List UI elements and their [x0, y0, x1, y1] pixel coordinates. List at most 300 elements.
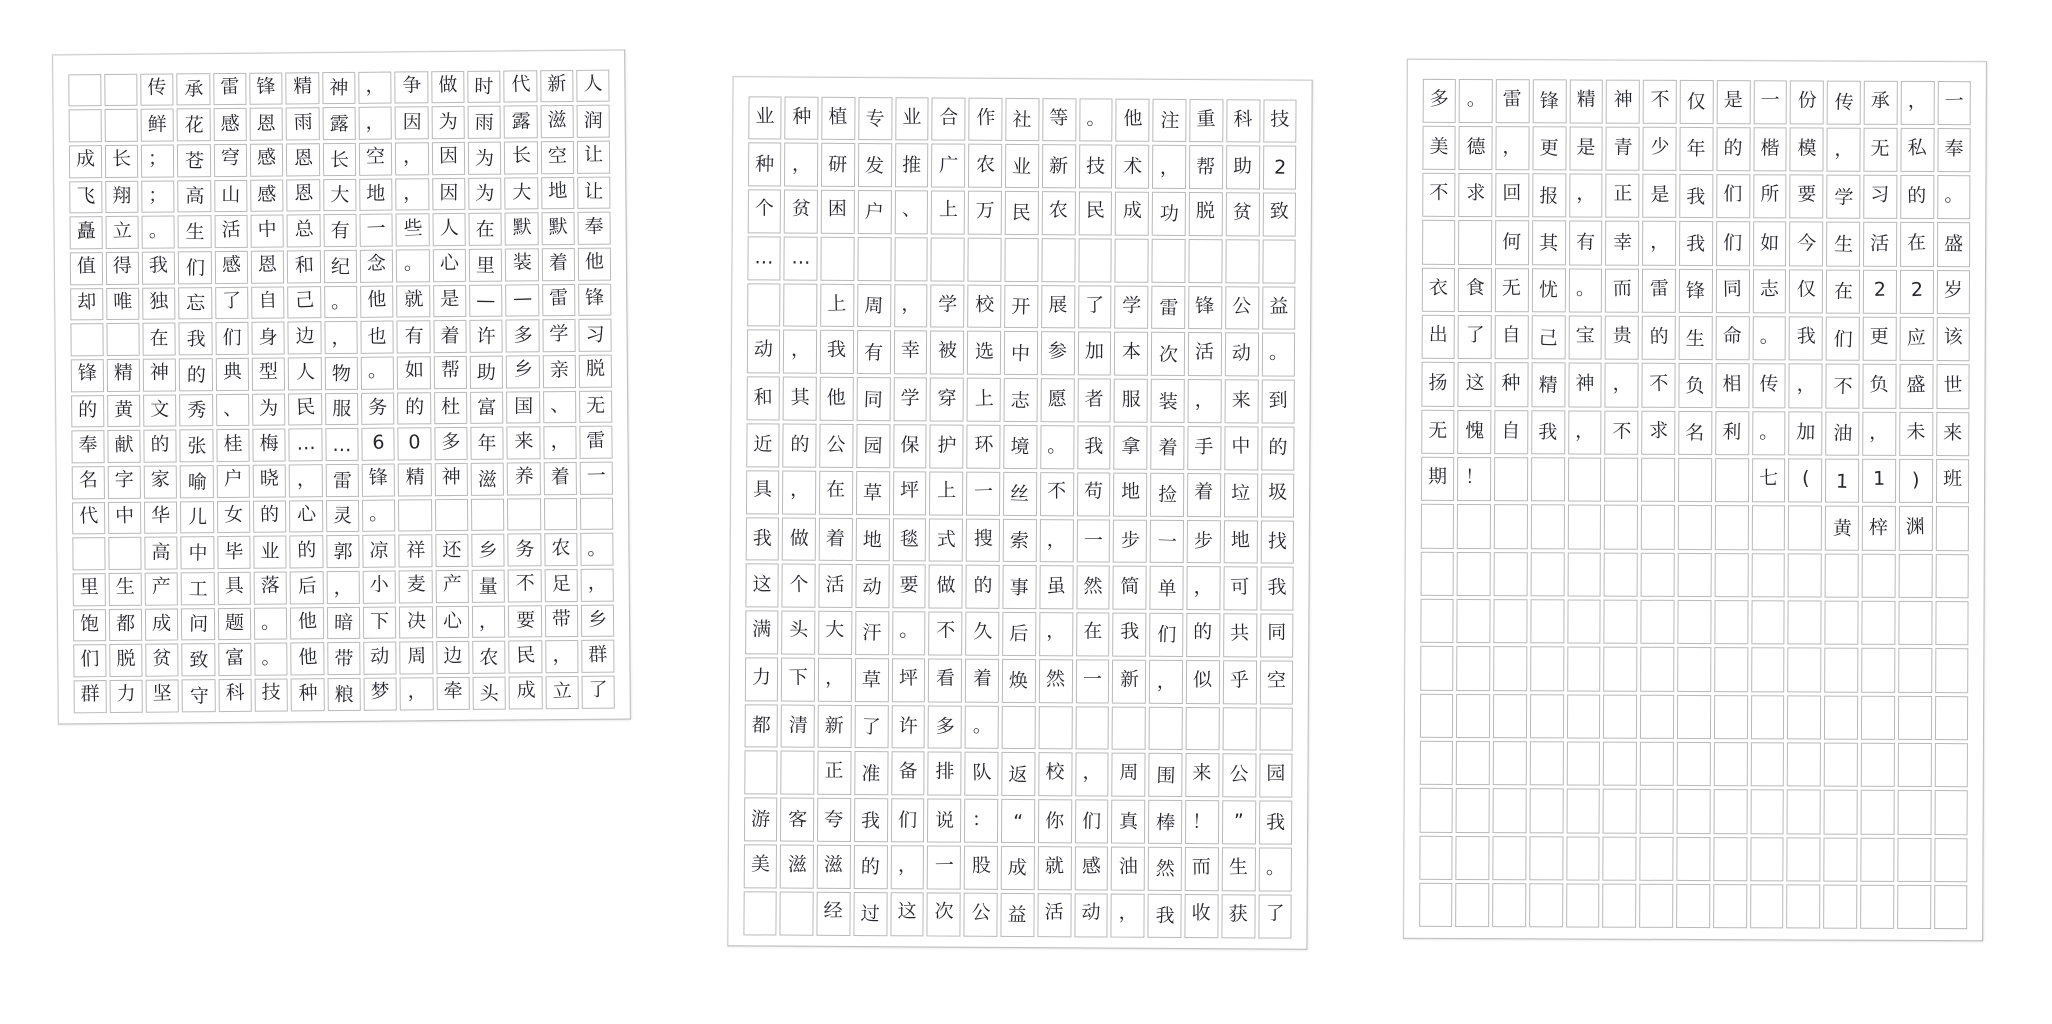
manuscript-cell [1567, 552, 1601, 596]
manuscript-cell: 一 [1150, 519, 1184, 563]
manuscript-cell: 获 [1221, 894, 1255, 938]
manuscript-cell [68, 74, 102, 107]
manuscript-cell: 大 [818, 611, 852, 655]
manuscript-cell: 感 [250, 143, 284, 176]
manuscript-cell: 同 [1716, 269, 1750, 313]
manuscript-cell [1640, 695, 1674, 739]
manuscript-cell [1186, 707, 1220, 751]
manuscript-cell [1935, 507, 1969, 551]
manuscript-cell: 。 [1752, 411, 1786, 455]
manuscript-cell: 他 [360, 285, 394, 318]
manuscript-cell [1493, 599, 1527, 643]
page-2-grid [727, 76, 1312, 950]
manuscript-cell [1149, 706, 1183, 750]
manuscript-cell: 上 [820, 283, 854, 327]
manuscript-cell [1897, 885, 1931, 929]
manuscript-cell: 我 [1113, 613, 1147, 657]
manuscript-cell: 业 [895, 97, 929, 141]
manuscript-row [744, 469, 1296, 519]
manuscript-cell: 助 [470, 355, 504, 388]
manuscript-row [71, 567, 616, 607]
manuscript-cell: 种 [747, 143, 781, 187]
manuscript-cell: 空 [1259, 660, 1293, 704]
manuscript-cell [1604, 647, 1638, 691]
manuscript-cell: ， [543, 426, 577, 459]
manuscript-row [743, 702, 1295, 752]
manuscript-cell: 贫 [784, 190, 818, 234]
manuscript-cell: 2 [1263, 146, 1297, 190]
manuscript-cell: 代 [71, 502, 105, 535]
manuscript-cell: 我 [1259, 801, 1293, 845]
manuscript-cell: 人 [288, 357, 322, 390]
manuscript-cell: 所 [1753, 174, 1787, 218]
manuscript-cell [1787, 884, 1821, 928]
manuscript-cell: 因 [432, 177, 466, 210]
manuscript-cell: 负 [1678, 363, 1712, 407]
manuscript-cell [747, 283, 781, 327]
manuscript-row [68, 246, 613, 286]
manuscript-cell [1075, 706, 1109, 750]
manuscript-cell [1825, 601, 1859, 645]
manuscript-cell: 群 [73, 680, 107, 713]
manuscript-cell: 生 [1826, 222, 1860, 266]
manuscript-cell: 宝 [1568, 316, 1602, 360]
manuscript-cell: 边 [288, 321, 322, 354]
manuscript-cell: 手 [1187, 426, 1221, 470]
manuscript-cell: ， [1789, 364, 1823, 408]
manuscript-cell: 帮 [434, 356, 468, 389]
manuscript-cell: 次 [1151, 332, 1185, 376]
manuscript-cell: 中 [251, 215, 285, 248]
manuscript-cell: 。 [362, 499, 396, 532]
manuscript-cell [781, 751, 815, 795]
manuscript-cell: 圾 [1261, 473, 1295, 517]
manuscript-cell: 长 [105, 145, 139, 178]
manuscript-cell: 幸 [1606, 221, 1640, 265]
manuscript-cell [1715, 506, 1749, 550]
manuscript-cell [108, 537, 142, 570]
manuscript-cell [471, 498, 505, 531]
manuscript-cell: 的 [290, 535, 324, 568]
manuscript-cell: 了 [1458, 315, 1492, 359]
manuscript-cell: 贵 [1605, 316, 1639, 360]
manuscript-cell: 落 [254, 571, 288, 604]
manuscript-cell: 名 [71, 466, 105, 499]
manuscript-row [1418, 645, 1970, 695]
manuscript-cell [1677, 647, 1711, 691]
manuscript-cell: ， [326, 571, 360, 604]
manuscript-row [742, 749, 1294, 799]
manuscript-cell: 护 [930, 424, 964, 468]
manuscript-cell: 捡 [1150, 473, 1184, 517]
manuscript-cell: 立 [105, 216, 139, 249]
manuscript-cell [1677, 600, 1711, 644]
manuscript-cell: 产 [145, 572, 179, 605]
manuscript-cell: 成 [1001, 846, 1035, 890]
manuscript-cell: 和 [287, 250, 321, 283]
manuscript-cell: 民 [1005, 191, 1039, 235]
manuscript-cell: 问 [181, 608, 215, 641]
manuscript-cell: ， [1075, 753, 1109, 797]
manuscript-cell [1898, 554, 1932, 598]
manuscript-row [70, 496, 615, 536]
manuscript-cell [1934, 838, 1968, 882]
manuscript-cell [1115, 238, 1149, 282]
manuscript-cell: 专 [858, 97, 892, 141]
manuscript-cell [1458, 220, 1492, 264]
manuscript-cell: 业 [1005, 144, 1039, 188]
manuscript-cell: 动 [1074, 893, 1108, 937]
manuscript-cell: 加 [1789, 411, 1823, 455]
manuscript-cell: 、 [216, 393, 250, 426]
manuscript-cell: 在 [1076, 612, 1110, 656]
manuscript-cell: 里 [72, 573, 106, 606]
manuscript-cell: 活 [1863, 222, 1897, 266]
manuscript-cell: 要 [892, 565, 926, 609]
manuscript-cell [1604, 600, 1638, 644]
manuscript-cell: 益 [1000, 893, 1034, 937]
manuscript-cell [544, 498, 578, 531]
manuscript-row [72, 674, 617, 714]
manuscript-cell: 0 [398, 427, 432, 460]
page-3-grid [1403, 59, 1987, 942]
manuscript-cell: 杜 [434, 391, 468, 424]
manuscript-cell: 。 [254, 607, 288, 640]
manuscript-cell: 而 [1185, 847, 1219, 891]
manuscript-row [67, 210, 612, 250]
manuscript-cell: 们 [891, 798, 925, 842]
manuscript-cell [1493, 741, 1527, 785]
manuscript-cell [931, 237, 965, 281]
manuscript-cell [1935, 554, 1969, 598]
manuscript-cell: 我 [745, 517, 779, 561]
manuscript-cell: 在 [1900, 222, 1934, 266]
manuscript-cell: 民 [509, 641, 543, 674]
manuscript-cell: 志 [1752, 269, 1786, 313]
manuscript-cell: 字 [108, 466, 142, 499]
manuscript-cell [1457, 504, 1491, 548]
manuscript-row [1417, 834, 1969, 884]
manuscript-cell: 经 [817, 892, 851, 936]
manuscript-cell: 神 [434, 463, 468, 496]
manuscript-cell: 们 [1716, 222, 1750, 266]
manuscript-row [67, 139, 612, 179]
manuscript-cell: 回 [1495, 173, 1529, 217]
manuscript-cell: 梅 [253, 429, 287, 462]
manuscript-cell [1456, 741, 1490, 785]
manuscript-row [1419, 455, 1971, 505]
manuscript-page-3 [1403, 59, 1987, 942]
manuscript-cell: 这 [890, 892, 924, 936]
manuscript-cell [1750, 837, 1784, 881]
manuscript-cell: 多 [1422, 78, 1456, 122]
manuscript-cell: 食 [1458, 268, 1492, 312]
manuscript-cell: ， [472, 605, 506, 638]
manuscript-cell: 模 [1790, 127, 1824, 171]
manuscript-cell [1604, 458, 1638, 502]
manuscript-cell: 在 [1826, 269, 1860, 313]
manuscript-cell: 未 [1899, 412, 1933, 456]
manuscript-cell [1456, 694, 1490, 738]
manuscript-cell [1640, 837, 1674, 881]
manuscript-cell [1567, 600, 1601, 644]
manuscript-cell: 返 [1001, 752, 1035, 796]
manuscript-cell: 翔 [105, 180, 139, 213]
manuscript-row [744, 515, 1296, 565]
manuscript-cell: 游 [743, 798, 777, 842]
manuscript-cell: 人 [432, 213, 466, 246]
manuscript-cell: 本 [1114, 332, 1148, 376]
manuscript-cell: 人 [576, 69, 610, 102]
manuscript-cell: 粮 [327, 678, 361, 711]
manuscript-cell [72, 537, 106, 570]
manuscript-cell: 一 [1753, 80, 1787, 124]
manuscript-cell [1225, 239, 1259, 283]
manuscript-cell: ， [894, 284, 928, 328]
manuscript-cell: 。 [580, 533, 614, 566]
manuscript-cell: 做 [782, 517, 816, 561]
manuscript-cell: 利 [1715, 411, 1749, 455]
manuscript-cell: ， [1188, 379, 1222, 423]
manuscript-cell [1640, 742, 1674, 786]
manuscript-cell: ， [395, 142, 429, 175]
manuscript-cell: 精 [1531, 363, 1565, 407]
manuscript-cell: 里 [469, 248, 503, 281]
manuscript-cell: 。 [324, 285, 358, 318]
manuscript-cell: 精 [286, 72, 320, 105]
manuscript-cell [1529, 836, 1563, 880]
manuscript-cell: 他 [291, 642, 325, 675]
manuscript-cell: 油 [1825, 411, 1859, 455]
manuscript-cell [1530, 647, 1564, 691]
manuscript-cell: 成 [509, 676, 543, 709]
manuscript-cell [1824, 648, 1858, 692]
manuscript-cell: 1 [1825, 459, 1859, 503]
manuscript-cell [1530, 694, 1564, 738]
manuscript-cell [1860, 837, 1894, 881]
manuscript-cell: 棒 [1148, 800, 1182, 844]
manuscript-cell: 你 [1038, 799, 1072, 843]
manuscript-cell: 凉 [362, 535, 396, 568]
manuscript-cell: 成 [68, 145, 102, 178]
manuscript-cell: 看 [928, 658, 962, 702]
manuscript-cell: 锋 [1679, 269, 1713, 313]
manuscript-cell [1751, 506, 1785, 550]
manuscript-cell: 型 [252, 357, 286, 390]
manuscript-cell: 求 [1459, 173, 1493, 217]
manuscript-cell: 恩 [251, 250, 285, 283]
manuscript-cell: 得 [106, 252, 140, 285]
manuscript-cell: 一 [580, 462, 614, 495]
manuscript-cell: 公 [964, 892, 998, 936]
manuscript-cell: 学 [542, 319, 576, 352]
manuscript-cell: 承 [177, 73, 211, 106]
manuscript-cell [1419, 741, 1453, 785]
manuscript-cell: 来 [1185, 753, 1219, 797]
manuscript-cell: 不 [1422, 173, 1456, 217]
manuscript-cell: 矗 [69, 216, 103, 249]
manuscript-row [1421, 77, 1973, 127]
manuscript-cell: 梦 [364, 677, 398, 710]
manuscript-cell: 助 [1226, 146, 1260, 190]
manuscript-cell: 技 [1263, 99, 1297, 143]
manuscript-cell: ； [141, 144, 175, 177]
manuscript-cell: 推 [895, 144, 929, 188]
manuscript-cell: … [325, 428, 359, 461]
manuscript-cell: ！ [1457, 457, 1491, 501]
manuscript-cell [1038, 706, 1072, 750]
manuscript-row [70, 460, 615, 500]
manuscript-cell: 却 [70, 288, 104, 321]
manuscript-cell: 的 [397, 392, 431, 425]
manuscript-cell: 恩 [286, 143, 320, 176]
manuscript-cell: 世 [1936, 365, 1970, 409]
manuscript-cell [1567, 647, 1601, 691]
manuscript-row [1418, 739, 1970, 789]
manuscript-cell [1788, 506, 1822, 550]
manuscript-cell [1456, 646, 1490, 690]
manuscript-cell: 雷 [213, 72, 247, 105]
manuscript-cell: 儿 [180, 501, 214, 534]
manuscript-cell: 不 [1040, 472, 1074, 516]
manuscript-cell: 时 [467, 70, 501, 103]
manuscript-cell: 多 [506, 319, 540, 352]
manuscript-cell: 合 [932, 97, 966, 141]
manuscript-cell: 注 [1153, 98, 1187, 142]
manuscript-cell [507, 498, 541, 531]
manuscript-cell: 带 [327, 642, 361, 675]
manuscript-cell: 装 [505, 248, 539, 281]
manuscript-cell [1713, 884, 1747, 928]
manuscript-cell: 忧 [1532, 268, 1566, 312]
manuscript-cell: ， [1900, 80, 1934, 124]
manuscript-cell: 油 [1111, 847, 1145, 891]
manuscript-cell: 长 [323, 143, 357, 176]
manuscript-cell: 精 [1569, 79, 1603, 123]
manuscript-cell: 地 [541, 176, 575, 209]
manuscript-cell [1004, 238, 1038, 282]
manuscript-cell [1530, 599, 1564, 643]
manuscript-cell [1259, 707, 1293, 751]
manuscript-cell: 不 [1605, 410, 1639, 454]
manuscript-cell: 式 [929, 518, 963, 562]
manuscript-cell: 麦 [399, 570, 433, 603]
manuscript-cell [1152, 239, 1186, 283]
manuscript-cell: 作 [969, 97, 1003, 141]
manuscript-cell: 扬 [1421, 362, 1455, 406]
manuscript-cell: 服 [325, 392, 359, 425]
manuscript-cell: … [784, 236, 818, 280]
manuscript-cell [1787, 837, 1821, 881]
manuscript-cell: 一 [966, 471, 1000, 515]
manuscript-cell: 何 [1495, 221, 1529, 265]
manuscript-cell: 困 [821, 190, 855, 234]
manuscript-cell: 多 [434, 427, 468, 460]
manuscript-cell [1750, 742, 1784, 786]
manuscript-cell: 新 [1112, 659, 1146, 703]
manuscript-cell: 。 [1261, 333, 1295, 377]
manuscript-cell: 守 [182, 679, 216, 712]
manuscript-cell: 郭 [326, 535, 360, 568]
manuscript-cell [1603, 836, 1637, 880]
manuscript-cell: 忘 [179, 287, 213, 320]
manuscript-cell: 牵 [436, 677, 470, 710]
manuscript-cell: 志 [1004, 378, 1038, 422]
manuscript-cell: 周 [1112, 753, 1146, 797]
manuscript-cell: 暗 [327, 606, 361, 639]
manuscript-cell: 的 [1900, 175, 1934, 219]
manuscript-cell [1898, 743, 1932, 787]
manuscript-cell: 园 [856, 424, 890, 468]
manuscript-cell: 同 [1260, 614, 1294, 658]
manuscript-cell: 纪 [324, 250, 358, 283]
manuscript-cell: 空 [359, 142, 393, 175]
manuscript-cell: 和 [746, 377, 780, 421]
manuscript-cell: 选 [967, 331, 1001, 375]
manuscript-cell [1677, 695, 1711, 739]
manuscript-cell: 生 [1679, 316, 1713, 360]
manuscript-cell: 一 [1937, 81, 1971, 125]
manuscript-cell: 文 [143, 394, 177, 427]
manuscript-cell: 不 [1643, 79, 1677, 123]
manuscript-cell: 我 [1260, 567, 1294, 611]
manuscript-cell: 着 [1187, 473, 1221, 517]
manuscript-cell: 次 [927, 892, 961, 936]
manuscript-cell: 动 [746, 330, 780, 374]
manuscript-cell [1935, 696, 1969, 740]
manuscript-cell: 还 [435, 534, 469, 567]
manuscript-cell: 毯 [892, 518, 926, 562]
manuscript-cell [1898, 648, 1932, 692]
manuscript-cell: 这 [745, 564, 779, 608]
manuscript-cell: 精 [398, 463, 432, 496]
manuscript-cell: 拿 [1114, 426, 1148, 470]
manuscript-cell [1898, 601, 1932, 645]
manuscript-cell: ( [1788, 459, 1822, 503]
manuscript-cell [1751, 695, 1785, 739]
manuscript-cell [1750, 790, 1784, 834]
manuscript-cell: 名 [1678, 411, 1712, 455]
manuscript-cell: ， [1605, 363, 1639, 407]
manuscript-cell: 。 [361, 356, 395, 389]
manuscript-row [745, 235, 1297, 285]
manuscript-cell: 汗 [855, 611, 889, 655]
manuscript-cell: 种 [1494, 363, 1528, 407]
manuscript-cell [1641, 505, 1675, 549]
manuscript-cell: 准 [854, 751, 888, 795]
manuscript-cell: 活 [1037, 893, 1071, 937]
manuscript-cell [1825, 553, 1859, 597]
manuscript-cell: 雨 [468, 106, 502, 139]
manuscript-cell: 是 [1569, 126, 1603, 170]
manuscript-cell: 满 [745, 610, 779, 654]
manuscript-cell: 在 [819, 471, 853, 515]
manuscript-cell: 习 [579, 319, 613, 352]
manuscript-cell: ， [783, 330, 817, 374]
manuscript-cell: 坪 [892, 658, 926, 702]
manuscript-cell: 。 [396, 249, 430, 282]
manuscript-cell: 要 [1790, 175, 1824, 219]
manuscript-cell: ， [890, 845, 924, 889]
manuscript-cell: 不 [1826, 364, 1860, 408]
manuscript-cell: 许 [891, 705, 925, 749]
manuscript-cell: 民 [1078, 191, 1112, 235]
manuscript-cell [1677, 742, 1711, 786]
manuscript-cell: 。 [965, 705, 999, 749]
manuscript-cell: 我 [820, 330, 854, 374]
manuscript-cell: 然 [1148, 847, 1182, 891]
manuscript-cell [1934, 743, 1968, 787]
